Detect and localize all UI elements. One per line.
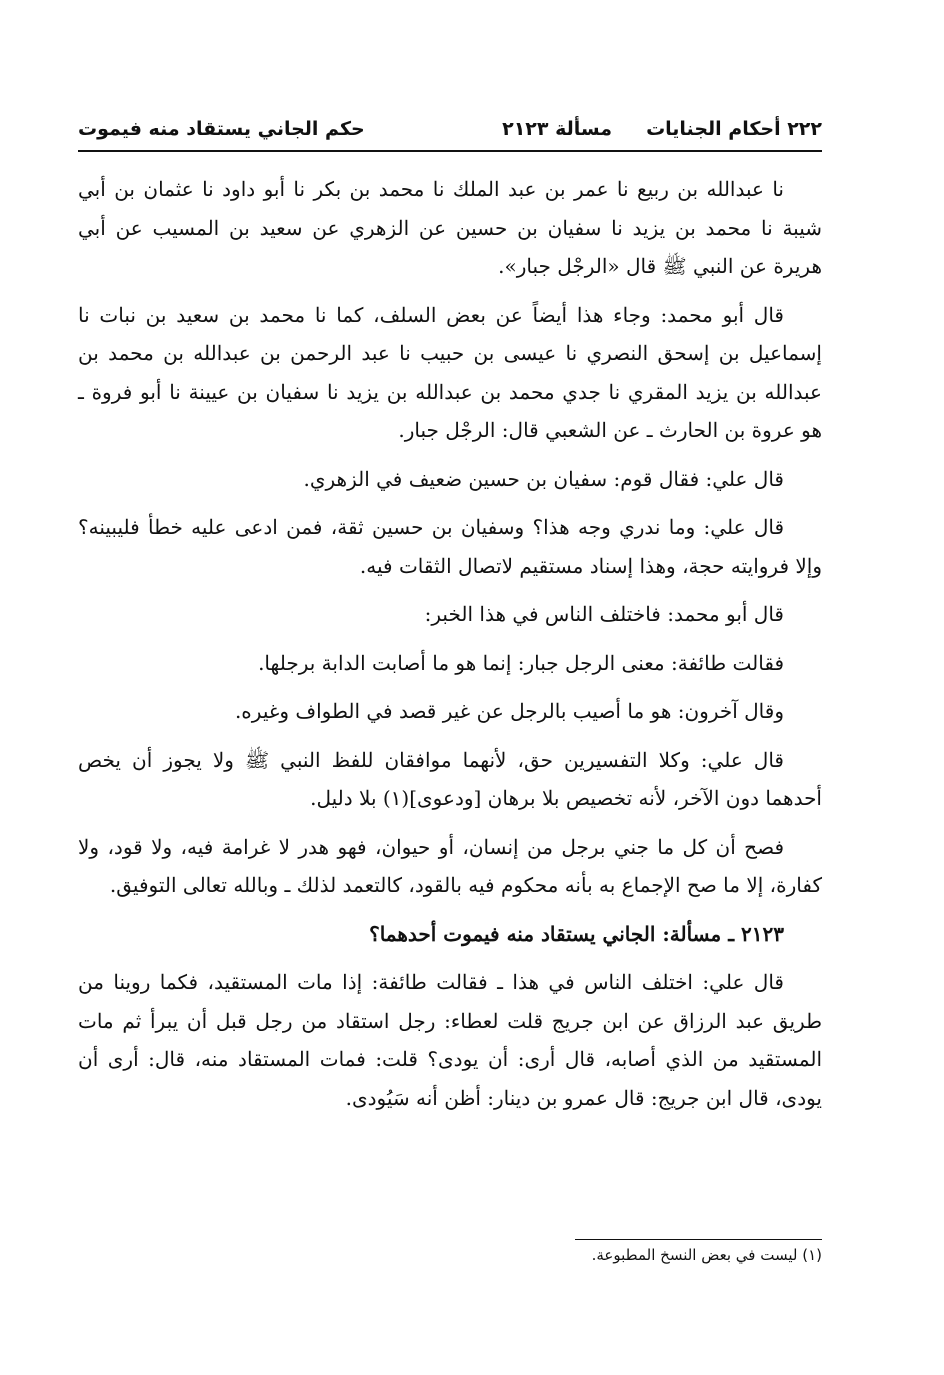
- footnote: (١) ليست في بعض النسخ المطبوعة.: [591, 1246, 822, 1264]
- paragraph: نا عبدالله بن ربيع نا عمر بن عبد الملك نا محمد بن بكر نا أبو داود نا عثمان بن أبي شيبة نا محمد بن يزيد نا سفيان بن حسين عن الزهري عن سعيد بن المسيب عن أبي هريرة عن النبي ﷺ قال «الرجْل جبار».: [78, 177, 822, 278]
- paragraph: فصح أن كل ما جني برجل من إنسان، أو حيوان، فهو هدر لا غرامة فيه، ولا قود، ولا كفارة، إلا ما صح الإجماع به بأنه محكوم فيه بالقود، كالتعمد لذلك ـ وبالله تعالى التوفيق.: [78, 834, 822, 897]
- footnote-rule: [575, 1239, 822, 1240]
- page-number-and-book-title: ٢٢٢ أحكام الجنايات: [646, 118, 822, 140]
- paragraph: قال علي: وما ندري وجه هذا؟ وسفيان بن حسين ثقة، فمن ادعى عليه خطأ فليبينه؟ وإلا فروايته حجة، وهذا إسناد مستقيم لاتصال الثقات فيه.: [78, 515, 822, 578]
- running-header: [78, 112, 822, 148]
- paragraph: قال علي: وكلا التفسيرين حق، لأنهما موافقان للفظ النبي ﷺ ولا يجوز أن يخص أحدهما دون الآخر، لأنه تخصيص بلا برهان [ودعوى](١) بلا دليل.: [78, 747, 822, 810]
- paragraph: فقالت طائفة: معنى الرجل جبار: إنما هو ما أصابت الدابة برجلها.: [258, 650, 784, 675]
- paragraph: قال علي: اختلف الناس في هذا ـ فقالت طائفة: إذا مات المستقيد، فكما روينا من طريق عبد الرزاق عن ابن جريج قلت لعطاء: رجل استقاد من رجل قبل أن يبرأ ثم مات المستقيد من الذي أصابه، قال أرى: أن يودى؟ قلت: فمات المستقاد منه، قال: أرى أن يودى، قال ابن جريج: قال عمرو بن دينار: أظن أنه سَيُودى.: [78, 970, 822, 1110]
- issue-number: مسألة ٢١٢٣: [502, 118, 612, 140]
- paragraph: وقال آخرون: هو ما أصيب بالرجل عن غير قصد في الطواف وغيره.: [234, 699, 784, 723]
- section-heading: ٢١٢٣ ـ مسألة: الجاني يستقاد منه فيموت أحدهما؟: [369, 921, 784, 946]
- paragraph: قال أبو محمد: فاختلف الناس في هذا الخبر:: [424, 602, 784, 626]
- paragraph: قال علي: فقال قوم: سفيان بن حسين ضعيف في الزهري.: [303, 466, 784, 491]
- main-text: [78, 170, 822, 1127]
- paragraph: قال أبو محمد: وجاء هذا أيضاً عن بعض السلف، كما نا محمد بن سعيد بن نبات نا إسماعيل بن إسحق النصري نا عيسى بن حبيب نا عبد الرحمن بن عبدالله بن محمد بن عبدالله بن يزيد المقري نا جدي محمد بن عبدالله بن يزيد نا سفيان بن عيينة نا أبو فروة ـ هو عروة بن الحارث ـ عن الشعبي قال: الرجْل جبار.: [78, 302, 822, 442]
- issue-title: حكم الجاني يستقاد منه فيموت: [78, 118, 365, 140]
- header-rule: [78, 150, 822, 152]
